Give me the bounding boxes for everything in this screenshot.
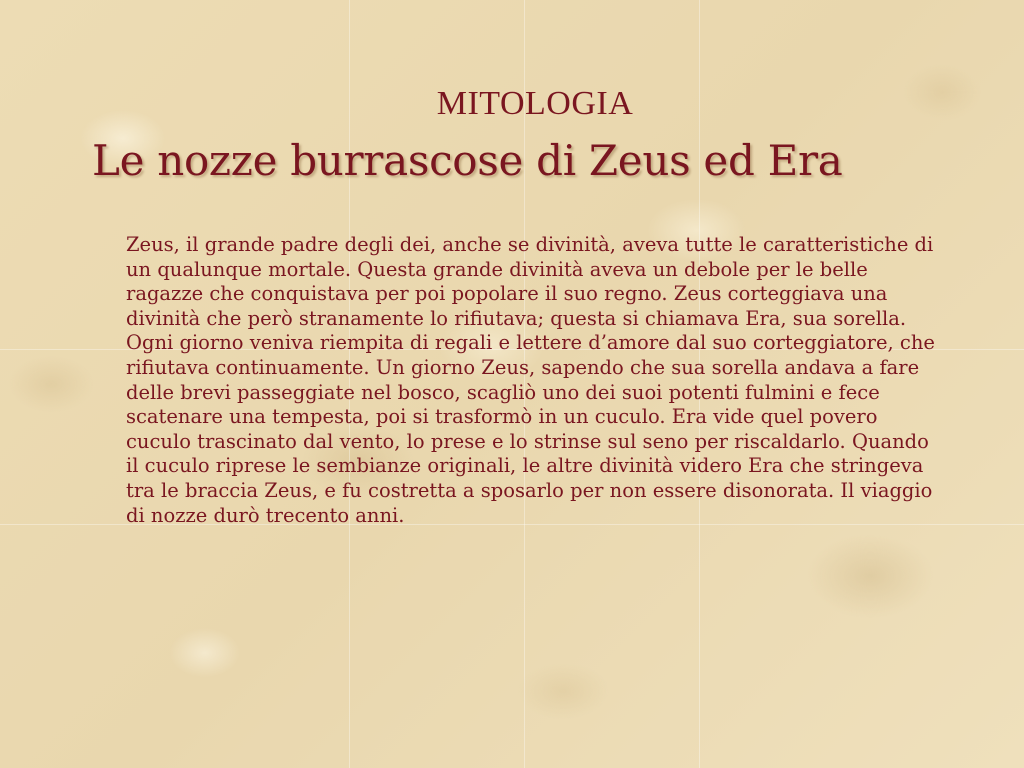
slide-supertitle: MITOLOGIA [436,85,634,122]
slide-title: Le nozze burrascose di Zeus ed Era [92,136,843,185]
slide-body-text: Zeus, il grande padre degli dei, anche se divinità, aveva tutte le caratteristiche di un qualunque mortale. Questa grande divinità aveva un debole per le belle ragazze che conquistava per poi popolare il suo regno. Zeus corteggiava una divinità che però stranamente lo rifiutava; questa si chiamava Era, sua sorella. Ogni giorno veniva riempita di regali e lettere d’amore dal suo corteggiatore, che rifiutava continuamente. Un giorno Zeus, sapendo che sua sorella andava a fare delle brevi passeggiate nel bosco, scagliò uno dei suoi potenti fulmini e fece scatenare una tempesta, poi si trasformò in un cuculo. Era vide quel povero cuculo trascinato dal vento, lo prese e lo strinse sul seno per riscaldarlo. Quando il cuculo riprese le sembianze originali, le altre divinità videro Era che stringeva tra le braccia Zeus, e fu costretta a sposarlo per non essere disonorata. Il viaggio di nozze durò trecento anni. [126,233,935,527]
